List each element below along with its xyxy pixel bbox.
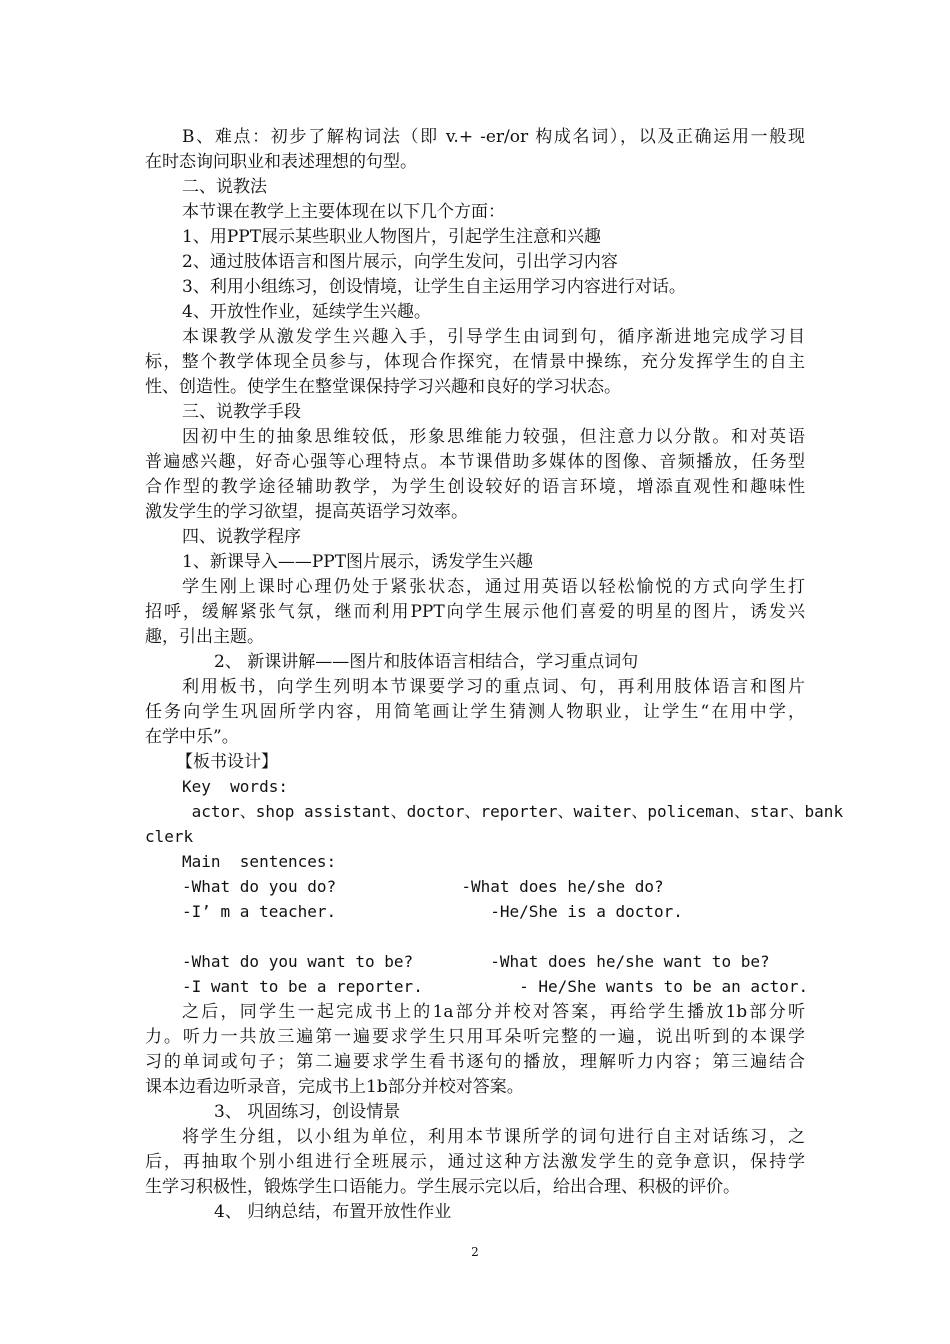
text-line: 学生刚上课时心理仍处于紧张状态，通过用英语以轻松愉悦的方式向学生打 xyxy=(182,577,805,597)
text-line: clerk xyxy=(145,827,194,846)
text-line: B、难点：初步了解构词法（即 v.+ -er/or 构成名词），以及正确运用一般现 xyxy=(182,127,805,147)
text-line: 任务向学生巩固所学内容，用简笔画让学生猜测人物职业，让学生“在用中学， xyxy=(145,702,805,722)
text-line: Main sentences: xyxy=(182,852,337,871)
text-line: 标，整个教学体现全员参与，体现合作探究，在情景中操练，充分发挥学生的自主 xyxy=(145,352,805,372)
text-line: 将学生分组，以小组为单位，利用本节课所学的词句进行自主对话练习，之 xyxy=(182,1127,805,1147)
text-line: Key words: xyxy=(182,777,288,796)
text-line: -I’ m a teacher. -He/She is a doctor. xyxy=(182,902,683,921)
text-line: -What do you want to be? -What does he/she want to be? xyxy=(182,952,770,971)
text-line: 后，再抽取个别小组进行全班展示，通过这种方法激发学生的竞争意识，保持学 xyxy=(145,1152,805,1172)
text-line: -I want to be a reporter. - He/She wants to be an actor. xyxy=(182,977,809,996)
text-line: -What do you do? -What does he/she do? xyxy=(182,877,664,896)
text-line: 趣，引出主题。 xyxy=(145,627,264,647)
text-line: 习的单词或句子；第二遍要求学生看书逐句的播放，理解听力内容；第三遍结合 xyxy=(145,1052,805,1072)
text-line: 本课教学从激发学生兴趣入手，引导学生由词到句，循序渐进地完成学习目 xyxy=(182,327,805,347)
text-line: 激发学生的学习欲望，提高英语学习效率。 xyxy=(145,502,468,522)
text-line: 力。听力一共放三遍第一遍要求学生只用耳朵听完整的一遍，说出听到的本课学 xyxy=(145,1027,805,1047)
section-heading: 四、说教学程序 xyxy=(182,527,301,547)
text-line: 1、用PPT展示某些职业人物图片，引起学生注意和兴趣 xyxy=(182,227,602,247)
text-line: 性、创造性。使学生在整堂课保持学习兴趣和良好的学习状态。 xyxy=(145,377,621,397)
text-line: 普遍感兴趣，好奇心强等心理特点。本节课借助多媒体的图像、音频播放，任务型 xyxy=(145,452,805,472)
text-line: 之后，同学生一起完成书上的1a部分并校对答案，再给学生播放1b部分听 xyxy=(182,1002,805,1022)
text-line: 1、新课导入——PPT图片展示，诱发学生兴趣 xyxy=(182,552,534,572)
section-heading: 三、说教学手段 xyxy=(182,402,301,422)
text-line: 2、通过肢体语言和图片展示，向学生发问，引出学习内容 xyxy=(182,252,618,272)
text-line: 课本边看边听录音，完成书上1b部分并校对答案。 xyxy=(145,1077,524,1097)
text-line: 2、 新课讲解——图片和肢体语言相结合，学习重点词句 xyxy=(214,652,639,672)
text-line: 4、 归纳总结，布置开放性作业 xyxy=(214,1202,452,1222)
text-line: 3、利用小组练习，创设情境，让学生自主运用学习内容进行对话。 xyxy=(182,277,686,297)
board-design-heading: 【板书设计】 xyxy=(176,752,278,772)
text-line: 在学中乐”。 xyxy=(145,727,239,747)
text-line: 生学习积极性，锻炼学生口语能力。学生展示完以后，给出合理、积极的评价。 xyxy=(145,1177,740,1197)
text-line: 在时态询问职业和表述理想的句型。 xyxy=(145,152,417,172)
text-line: 因初中生的抽象思维较低，形象思维能力较强，但注意力以分散。和对英语 xyxy=(182,427,805,447)
text-line: 利用板书，向学生列明本节课要学习的重点词、句，再利用肢体语言和图片 xyxy=(182,677,805,697)
text-line: 合作型的教学途径辅助教学，为学生创设较好的语言环境，增添直观性和趣味性 xyxy=(145,477,805,497)
text-line: actor、shop assistant、doctor、reporter、waiter、policeman、star、bank xyxy=(182,802,844,821)
text-line: 3、 巩固练习，创设情景 xyxy=(214,1102,401,1122)
page-number: 2 xyxy=(471,1245,479,1259)
text-line: 本节课在教学上主要体现在以下几个方面： xyxy=(182,202,505,222)
section-heading: 二、说教法 xyxy=(182,177,267,197)
text-line: 招呼，缓解紧张气氛，继而利用PPT向学生展示他们喜爱的明星的图片，诱发兴 xyxy=(145,602,805,622)
text-line: 4、开放性作业，延续学生兴趣。 xyxy=(182,302,431,322)
